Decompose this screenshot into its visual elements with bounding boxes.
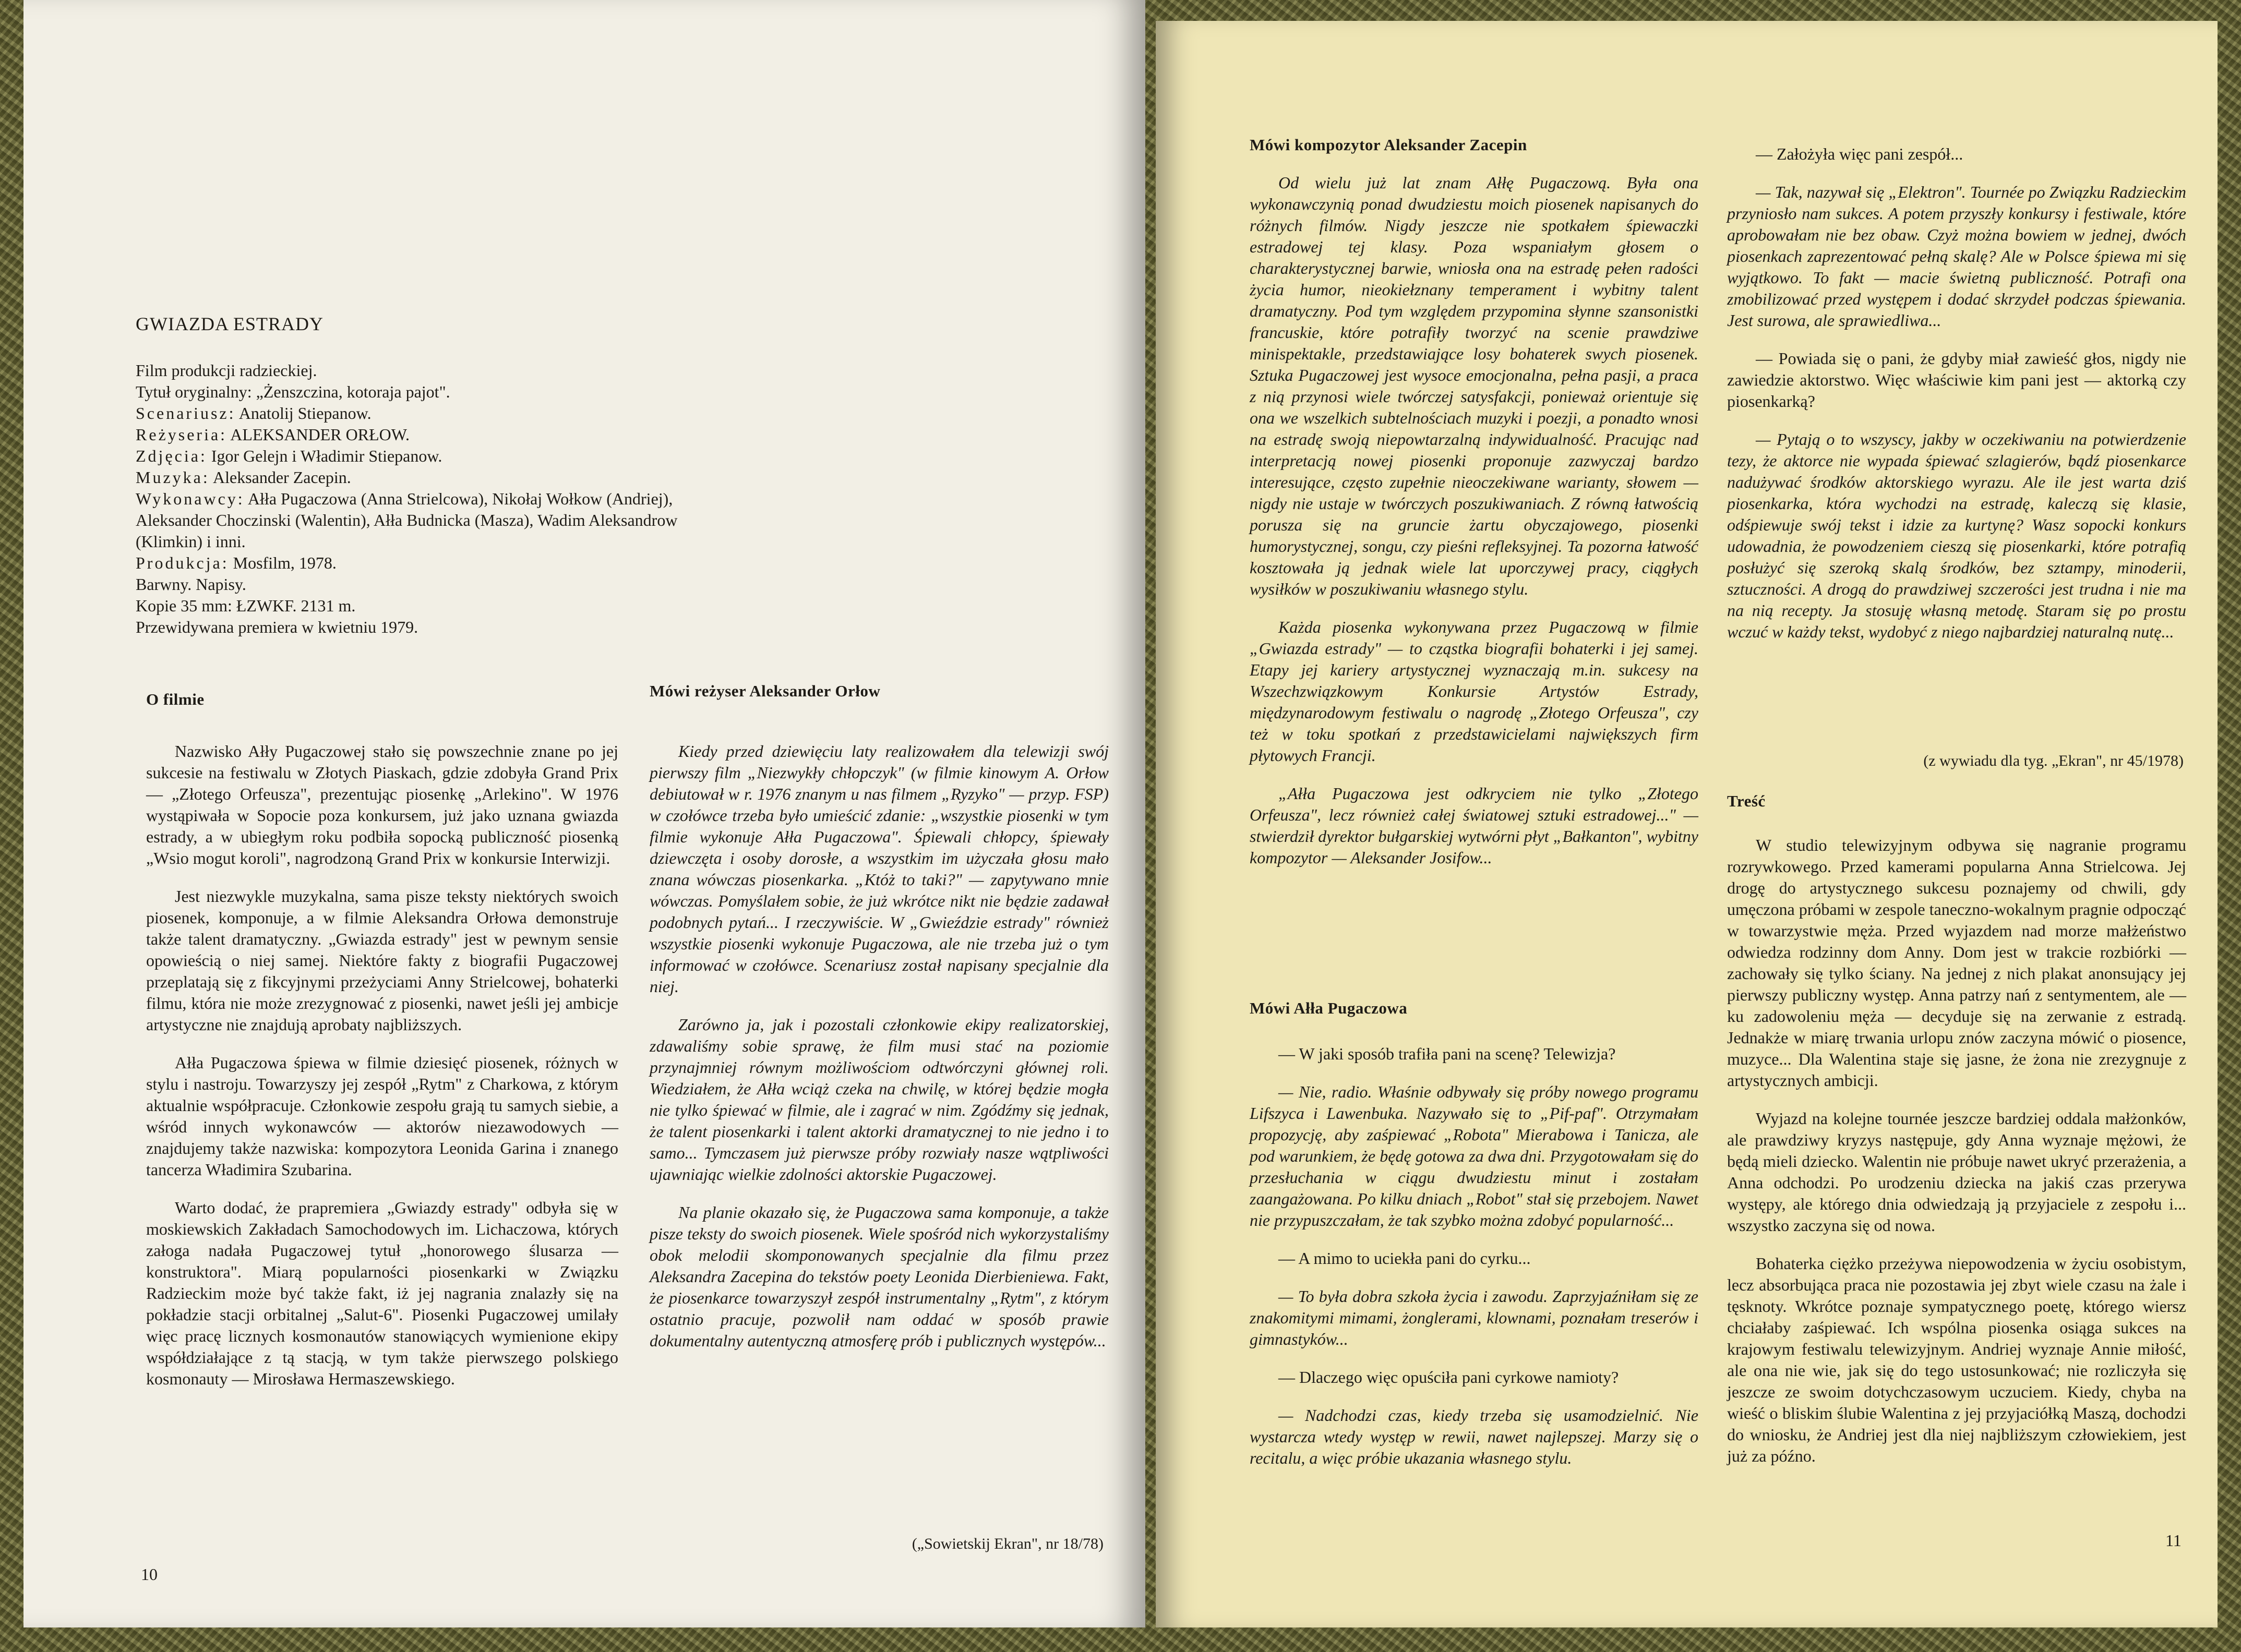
composer-paragraph: Od wielu już lat znam Ałłę Pugaczową. Była ona wykonawczynią ponad dwudziestu moich piosenek napisanych do różnych filmów. Nigdy jeszcze nie spotkałem śpiewaczki estradowej tej klasy. Poza wspaniałym głosem o charakterystycznej barwie, wniosła ona na estradę pełen radości życia humor, nieokiełznany temperament i wybitny talent dramatyczny. Pod tym względem przypomina słynne szansonistki francuskie, które potrafiły tworzyć na scenie prawdziwe minispektakle, przedstawiające losy bohaterek swych piosenek. Sztuka Pugaczowej jest wysoce emocjonalna, pełna pasji, a praca z nią przynosi wiele twórczej satysfakcji, ponieważ orientuje się ona we wszelkich subtelnościach muzyki i poezji, a ponadto wnosi na estradę swoją niepowtarzalną indywidualność. Pracując nad interpretacją nowej piosenki proponuje zazwyczaj bardzo interesujące, często zupełnie nieoczekiwane warianty, słowem — nigdy nie ustaje w twórczych poszukiwaniach. Z równą łatwością porusza się na gruncie żartu obyczajowego, piosenki humorystycznej, songu, czy pieśni refleksyjnej. Ta pozorna łatwość kosztowała ją jednak wiele lat uporczywej pracy, ciągłych wysiłków w poszukiwaniu własnego stylu. xyxy=(1250,173,1698,598)
interview-answer: — Pytają o to wszyscy, jakby w oczekiwaniu na potwierdzenie tezy, że aktorce nie wypada śpiewać szlagierów, bądź piosenkarce nadużywać środków aktorskiego wyrazu. Ale ile jest warta dziś piosenkarka, która wychodzi na estradę, kaleczą się klasie, odśpiewuje swój tekst i idzie za kurtynę? Wasz sopocki konkurs udowadnia, że powodzeniem cieszą się piosenkarki, które potrafią posłużyć się szeroką skalą środków, bez sztampy, minoderii, sztuczności. A drogą do prawdziwej szczerości jest trudna i nie ma na nią recepty. Ja stosuję własną metodę. Staram się po prostu wczuć w każdy tekst, wydobyć z niego najbardziej naturalną nutę... xyxy=(1727,430,2186,641)
credit-text: Tytuł oryginalny: „Żenszczina, kotoraja pajot". xyxy=(136,382,450,401)
credit-line xyxy=(136,595,918,617)
about-text xyxy=(146,741,618,1406)
right-page xyxy=(1156,21,2218,1627)
credit-text: Anatolij Stiepanow. xyxy=(238,404,371,423)
content-heading: Treść xyxy=(1727,792,1766,810)
interview-answer: — Tak, nazywał się „Elektron". Tournée po Związku Radzieckim przyniosło nam sukces. A potem przyszły konkursy i festiwale, które aprobowałam nie bez obaw. Czyż można bowiem w jednej, dwóch piosenkach zaprezentować pełną skalę? Ale w Polsce śpiewa mi się wyjątkowo. To fakt — macie świetną publiczność. Potrafi ona zmobilizować przed występem i dodać skrzydeł podczas śpiewania. Jest surowa, ale sprawiedliwa... xyxy=(1727,183,2186,330)
interview-heading: Mówi Ałła Pugaczowa xyxy=(1250,999,1408,1017)
composer-text xyxy=(1250,172,1698,885)
film-credits xyxy=(136,360,918,638)
credit-line xyxy=(136,467,918,488)
credit-line xyxy=(136,617,918,638)
director-paragraph: Zarówno ja, jak i pozostali członkowie ekipy realizatorskiej, zdawaliśmy sobie sprawę, że film musi stać na poziomie przynajmniej równym możliwościom odtwórczyni głównej roli. Wiedziałem, że Ałła wciąż czeka na chwilę, w której będzie mogła nie tylko śpiewać w filmie, ale i zagrać w nim. Zgódźmy się jednak, że talent piosenkarki i talent aktorki dramatycznej to nie jedno i to samo... Tymczasem już pierwsze próby rozwiały nasze wątpliwości ujawniając wielkie zdolności aktorskie Pugaczowej. xyxy=(650,1015,1109,1184)
credit-line xyxy=(136,574,918,595)
about-paragraph: Jest niezwykle muzykalna, sama pisze teksty niektórych swoich piosenek, komponuje, a w filmie Aleksandra Orłowa demonstruje także talent dramatyczny. „Gwiazda estrady" jest w pewnym sensie opowieścią o niej samej. Niektóre fakty z biografii Pugaczowej przeplatają się z fikcyjnymi przeżyciami Anny Strielcowej, bohaterki filmu, która nie może zrezygnować z piosenki, nawet jeśli jej ambicje artystyczne nie znajdują aprobaty najbliższych. xyxy=(146,887,618,1034)
interview-answer: — Nie, radio. Właśnie odbywały się próby nowego programu Lifszyca i Lawenbuka. Nazywało się to „Pif-paf". Otrzymałam propozycję, aby zaśpiewać „Robota" Mierabowa i Tanicza, ale pod warunkiem, że będę gotowa za dwa dni. Przygotowałam się do przesłuchania w ciągu dwudziestu minut i zostałam zaangażowana. Po kilku dniach „Robot" stał się przebojem. Nawet nie przypuszczałam, że tak szybko można zdobyć popularność... xyxy=(1250,1082,1698,1229)
credit-label: Wykonawcy: xyxy=(136,489,245,508)
composer-paragraph: „Ałła Pugaczowa jest odkryciem nie tylko „Złotego Orfeusza", lecz również całej światowej sztuki estradowej..." — stwierdził dyrektor bułgarskiej wytwórni płyt „Bałkanton", wybitny kompozytor — Aleksander Josifow... xyxy=(1250,784,1698,867)
director-paragraph: Kiedy przed dziewięciu laty realizowałem dla telewizji swój pierwszy film „Niezwykły chłopczyk" (w filmie kinowym A. Orłow debiutował w r. 1976 znanym u nas filmem „Ryzyko" — przyp. FSP) w czołówce trzeba było umieścić zdanie: „wszystkie piosenki w tym filmie wykonuje Ałła Pugaczowa". Śpiewali chłopcy, śpiewały dziewczęta i osoby dorosłe, a wszystkim im użyczała głosu mało znana wówczas piosenkarka. „Któż to taki?" — zapytywano mnie wówczas. Pomyślałem sobie, że już wkrótce nikt nie będzie zadawał podobnych pytań... I rzeczywiście. W „Gwieździe estrady" również wszystkie piosenki wykonuje Pugaczowa, ale nie trzeba już o tym informować w czołówce. Scenariusz został napisany specjalnie dla niej. xyxy=(650,742,1109,996)
credit-line xyxy=(136,360,918,381)
credit-line xyxy=(136,531,918,552)
credit-label: Zdjęcia: xyxy=(136,447,207,465)
content-text xyxy=(1727,835,2186,1484)
credit-text: Igor Gelejn i Władimir Stiepanow. xyxy=(211,447,442,465)
interview-question: — W jaki sposób trafiła pani na scenę? Telewizja? xyxy=(1278,1044,1616,1063)
credit-text: Barwny. Napisy. xyxy=(136,575,246,594)
interview-source: (z wywiadu dla tyg. „Ekran", nr 45/1978) xyxy=(1923,752,2184,769)
director-paragraph: Na planie okazało się, że Pugaczowa sama komponuje, a także pisze teksty do swoich piosenek. Wiele spośród nich wykorzystaliśmy obok melodii skomponowanych specjalnie dla filmu przez Aleksandra Zacepina do tekstów poety Leonida Dierbieniewa. Fakt, że piosenkarce towarzyszył zespół instrumentalny „Rytm", z którym ostatnio pracuje, pozwolił nam oddać w sposób prawie dokumentalny autentyczną atmosferę prób i publicznych występów... xyxy=(650,1203,1109,1350)
credit-text: Kopie 35 mm: ŁZWKF. 2131 m. xyxy=(136,596,356,615)
credit-label: Scenariusz: xyxy=(136,404,236,423)
director-heading: Mówi reżyser Aleksander Orłow xyxy=(650,682,881,700)
interview-text xyxy=(1250,1043,1698,1486)
content-paragraph: Bohaterka ciężko przeżywa niepowodzenia w życiu osobistym, lecz absorbująca praca nie pozostawia jej zbyt wiele czasu na żale i tęsknoty. Wkrótce poznaje sympatycznego poetę, którego wiersz chciałaby zaśpiewać. Ich wspólna piosenka osiąga sukces na krajowym festiwalu telewizyjnym. Andriej wyznaje Annie miłość, ale ona nie wie, jak się do tego ustosunkować; nie rozliczyła się jeszcze ze swoim dotychczasowym uczuciem. Kiedy, chyba na wieść o bliskim ślubie Walentina z jej przyjaciółką Maszą, dochodzi do wniosku, że Andriej jest dla niej najbliższym człowiekiem, jest już za późno. xyxy=(1727,1254,2186,1465)
interview-question: — Założyła więc pani zespół... xyxy=(1756,144,1963,163)
about-paragraph: Nazwisko Ałły Pugaczowej stało się powszechnie znane po jej sukcesie na festiwalu w Złotych Piaskach, gdzie zdobyła Grand Prix — „Złotego Orfeusza", prezentując piosenkę „Arlekino". W 1976 wystąpiwała w Sopocie poza konkursem, już jako uznana gwiazda estrady, a w ubiegłym roku podbiła sopocką publiczność piosenką „Wsio mogut koroli", nagrodzoną Grand Prix w konkursie Interwizji. xyxy=(146,742,618,867)
composer-heading: Mówi kompozytor Aleksander Zacepin xyxy=(1250,136,1527,154)
credit-label: Muzyka: xyxy=(136,468,210,487)
interview-question: — Dlaczego więc opuściła pani cyrkowe namioty? xyxy=(1278,1368,1619,1386)
interview-question: — Powiada się o pani, że gdyby miał zawieść głos, nigdy nie zawiedzie aktorstwo. Więc właściwie kim pani jest — aktorką czy piosenkarką? xyxy=(1727,349,2186,411)
credit-line xyxy=(136,510,918,531)
credit-line xyxy=(136,488,918,510)
credit-text: Aleksander Zacepin. xyxy=(212,468,351,487)
credit-line xyxy=(136,552,918,574)
director-source: („Sowietskij Ekran", nr 18/78) xyxy=(912,1535,1104,1552)
interview-answer: — To była dobra szkoła życia i zawodu. Zaprzyjaźniłam się ze znakomitymi mimami, żonglerami, klownami, poznałam treserów i gimnastyków... xyxy=(1250,1287,1698,1348)
credit-text: Przewidywana premiera w kwietniu 1979. xyxy=(136,618,418,636)
credit-text: Ałła Pugaczowa (Anna Strielcowa), Nikołaj Wołkow (Andriej), xyxy=(247,489,673,508)
credit-text: Mosfilm, 1978. xyxy=(233,553,337,572)
about-heading: O filmie xyxy=(146,690,205,708)
credit-text: (Klimkin) i inni. xyxy=(136,532,246,551)
content-paragraph: W studio telewizyjnym odbywa się nagranie programu rozrywkowego. Przed kamerami popularna Anna Strielcowa. Jej drogę do artystycznego sukcesu poznajemy od chwili, gdy umęczona próbami w zespole taneczno-wokalnym pragnie odpocząć w towarzystwie męża. Przed wyjazdem nad morze małżeństwo odwiedza rodzinny dom Anny. Dom jest w trakcie rozbiórki — zachowały się tylko ściany. Na jednej z nich plakat anonsujący jej pierwszy publiczny występ. Anna patrzy nań z sentymentem, ale — ku zadowoleniu męża — decyduje się na zerwanie z estradą. Jednakże w miarę trwania urlopu znów zaczyna mówić o piosence, muzyce... Dla Walentina staje się jasne, że żona nie zrezygnuje z artystycznych ambicji. xyxy=(1727,836,2186,1090)
credit-text: Film produkcji radzieckiej. xyxy=(136,361,317,380)
interview-question: — A mimo to uciekła pani do cyrku... xyxy=(1278,1249,1531,1268)
credit-line xyxy=(136,381,918,403)
content-paragraph: Wyjazd na kolejne tournée jeszcze bardziej oddala małżonków, ale prawdziwy kryzys następuje, gdy Anna wyznaje mężowi, że będą mieli dziecko. Walentin nie próbuje nawet ukryć przerażenia, a Anna odchodzi. Po urodzeniu dziecka na jakiś czas przerywa występy, ale którego dnia odwiedzają ją przyjaciele z zespołu i... wszystko zaczyna się od nowa. xyxy=(1727,1109,2186,1235)
credit-line xyxy=(136,403,918,424)
film-title: GWIAZDA ESTRADY xyxy=(136,313,323,334)
interview-text-continued xyxy=(1727,143,2186,659)
composer-paragraph: Każda piosenka wykonywana przez Pugaczową w filmie „Gwiazda estrady" — to cząstka biografii bohaterki i jej samej. Etapy jej kariery artystycznej wyznaczają m.in. sukcesy na Wszechzwiązkowym Konkursie Artystów Estrady, międzynarodowym festiwalu o nagrodę „Złotego Orfeusza", czy też w toku spotkań z przedstawicielami największych firm płytowych Francji. xyxy=(1250,618,1698,765)
page-number-left: 10 xyxy=(141,1565,158,1584)
credit-label: Produkcja: xyxy=(136,553,229,572)
about-paragraph: Ałła Pugaczowa śpiewa w filmie dziesięć piosenek, różnych w stylu i nastroju. Towarzyszy jej zespół „Rytm" z Charkowa, z którym aktualnie współpracuje. Członkowie zespołu grają tu samych siebie, a wśród innych wykonawców — aktorów niezawodowych — znajdujemy także nazwiska: kompozytora Leonida Garina i znanego tancerza Władimira Szubarina. xyxy=(146,1053,618,1179)
left-page xyxy=(23,0,1145,1627)
credit-text: Aleksander Choczinski (Walentin), Ałła Budnicka (Masza), Wadim Aleksandrow xyxy=(136,511,678,529)
credit-line xyxy=(136,445,918,467)
about-paragraph: Warto dodać, że prapremiera „Gwiazdy estrady" odbyła się w moskiewskich Zakładach Samochodowych im. Lichaczowa, których załoga nadała Pugaczowej tytuł „honorowego ślusarza — konstruktora". Miarą popularności piosenkarki w Związku Radzieckim może być także fakt, iż jej nagrania znalazły się na pokładzie stacji orbitalnej „Salut-6". Piosenki Pugaczowej umilały więc pracę licznych kosmonautów stanowiących wymienione ekipy współdziałające z tą stacją, w tym także pierwszego polskiego kosmonauty — Mirosława Hermaszewskiego. xyxy=(146,1198,618,1388)
credit-text: ALEKSANDER ORŁOW. xyxy=(230,425,410,444)
interview-answer: — Nadchodzi czas, kiedy trzeba się usamodzielnić. Nie wystarcza wtedy występ w rewii, nawet najlepszej. Marzy się o recitalu, a więc próbie ukazania własnego stylu. xyxy=(1250,1406,1698,1467)
director-text xyxy=(650,741,1109,1368)
page-number-right: 11 xyxy=(2165,1531,2182,1550)
credit-line xyxy=(136,424,918,445)
credit-label: Reżyseria: xyxy=(136,425,227,444)
